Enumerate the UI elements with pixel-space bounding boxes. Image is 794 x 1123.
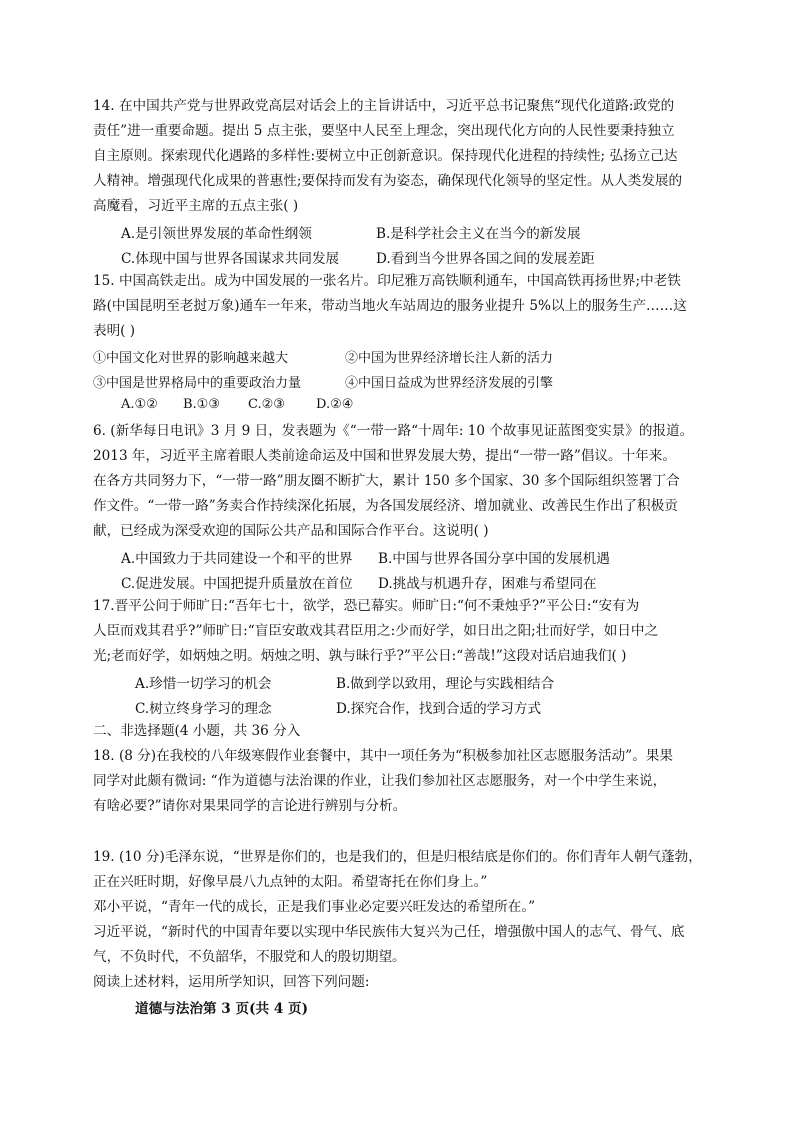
q17-option-d: D.探究合作，找到合适的学习方式 <box>336 701 542 717</box>
q16-line-1: 6. (新华每日电讯》3 月 9 日，发表题为《“一带一路“十周年: 10 个故事见证蓝图变实景》的报道。 <box>93 423 694 439</box>
q18-line-1: 18. (8 分)在我校的八年级寒假作业套餐中，其中一项任务为“积极参加社区志愿服务活动”。果果 <box>93 748 673 764</box>
q16-line-3: 在各方共同努力下，“一带一路”朋友圈不断扩大，累计 150 多个国家、30 多个国际组织签署丁合 <box>93 473 680 489</box>
q16-line-5: 献，已经成为深受欢迎的国际公共产品和国际合作平台。这说明( ) <box>93 523 489 539</box>
q16-line-4: 作文件。“一带一路”务卖合作持续深化拓展，为各国发展经济、增加就业、改善民生作出了积极贡 <box>93 498 678 514</box>
q15-statement-1: ①中国文化对世界的影响越来越大 <box>93 351 289 366</box>
q17-option-a: A.珍惜一切学习的机会 <box>135 676 272 692</box>
q19-line-4: 习近平说，“新时代的中国青年要以实现中华民族伟大复兴为己任，增强傲中国人的志气、骨气、底 <box>93 924 685 940</box>
q14-line-4: 人精神。增强现代化成果的普惠性;要保持而发有为姿态，确保现代化领导的坚定性。从人类发展的 <box>93 173 683 189</box>
q18-line-2: 同学对此颇有微词: “作为道德与法治课的作业，让我们参加社区志愿服务，对一个中学生来说， <box>93 773 667 789</box>
section-heading: 二、非选择题(4 小题，共 36 分入 <box>93 723 301 739</box>
q19-line-1: 19. (10 分)毛泽东说，“世界是你们的，也是我们的，但是归根结底是你们的。你们青年人朝气蓬勃， <box>93 849 702 865</box>
q14-option-a: A.是引领世界发展的革命性纲领 <box>121 226 312 242</box>
q19-line-6: 阅读上述材料，运用所学知识，回答下列问题: <box>93 974 370 990</box>
q15-line-1: 15. 中国高铁走出。成为中国发展的一张名片。印尼雅万高铁顺利通车，中国高铁再扬世界;中老铁 <box>93 273 681 289</box>
q15-statement-3: ③中国是世界格局中的重要政治力量 <box>93 376 302 391</box>
q14-line-1: 14. 在中国共产党与世界政党高层对话会上的主旨讲话中，习近平总书记聚焦“现代化道路:政党的 <box>93 98 675 114</box>
q15-line-3: 表明( ) <box>93 323 136 339</box>
q16-option-c: C.促进发展。中国把提升质量放在首位 <box>121 576 353 592</box>
q17-option-b: B.做到学以致用，理论与实践相结合 <box>336 676 555 692</box>
q15-statement-4: ④中国日益成为世界经济发展的引擎 <box>345 376 554 391</box>
q17-line-1: 17.晋平公问于师旷日:“吾年七十，欲学，恐已幕实。师旷日:“何不秉烛乎?”平公日:“安有为 <box>93 598 640 614</box>
q19-line-5: 气，不负时代，不负韶华，不服党和人的殷切期望。 <box>93 949 406 965</box>
q15-option-d: D.②④ <box>316 397 354 412</box>
q14-option-c: C.体现中国与世界各国谋求共同发展 <box>121 251 340 267</box>
q15-option-c: C.②③ <box>248 397 285 412</box>
q17-option-c: C.树立终身学习的理念 <box>135 701 272 717</box>
q14-line-2: 责任”进一重要命题。提出 5 点主张，要坚中人民至上理念，突出现代化方向的人民性要秉持独立 <box>93 123 675 139</box>
q16-option-a: A.中国致力于共同建设一个和平的世界 <box>121 551 353 567</box>
q16-option-d: D.挑战与机遇升存，困难与希望同在 <box>378 576 597 592</box>
q14-line-3: 自主原则。探索现代化遇路的多样性:要树立中正创新意识。保持现代化进程的持续性; 弘扬立己达 <box>93 148 678 164</box>
q15-option-a: A.①② <box>121 397 158 412</box>
q14-option-b: B.是科学社会主义在当今的新发展 <box>376 226 581 242</box>
q17-line-3: 光;老而好学，如炳烛之明。炳烛之明、孰与昧行乎?”平公日:“善哉!”这段对话启迪我们( ) <box>93 648 627 664</box>
q19-line-2: 正在兴旺时期，好像早晨八九点钟的太阳。希望寄托在你们身上。” <box>93 874 488 890</box>
q16-line-2: 2013 年，习近平主席着眼人类前途命运及中国和世界发展大势，提出“一带一路”倡议。十年来。 <box>93 448 676 464</box>
q17-line-2: 人臣而戏其君乎?”师旷日:“盲臣安敢戏其君臣用之:少而好学，如日出之阳;壮而好学，如日中之 <box>93 623 659 639</box>
q15-option-b: B.①③ <box>183 397 220 412</box>
q14-option-d: D.看到当今世界各国之间的发展差距 <box>376 251 595 267</box>
q16-option-b: B.中国与世界各国分享中国的发展机遇 <box>378 551 610 567</box>
q14-line-5: 高魔看，习近平主席的五点主张( ) <box>93 198 299 214</box>
q18-line-3: 有啥必要?”请你对果果同学的言论进行辨别与分析。 <box>93 798 407 814</box>
q15-line-2: 路(中国昆明至老挝万象)通车一年来，带动当地火车站周边的服务业提升 5%以上的服务生产……这 <box>93 298 687 314</box>
q19-line-3: 邓小平说，“青年一代的成长，正是我们事业必定要兴旺发达的希望所在。” <box>93 899 536 915</box>
page-footer: 道德与法治第 3 页(共 4 页) <box>135 1001 309 1017</box>
q15-statement-2: ②中国为世界经济增长注人新的活力 <box>345 351 554 366</box>
